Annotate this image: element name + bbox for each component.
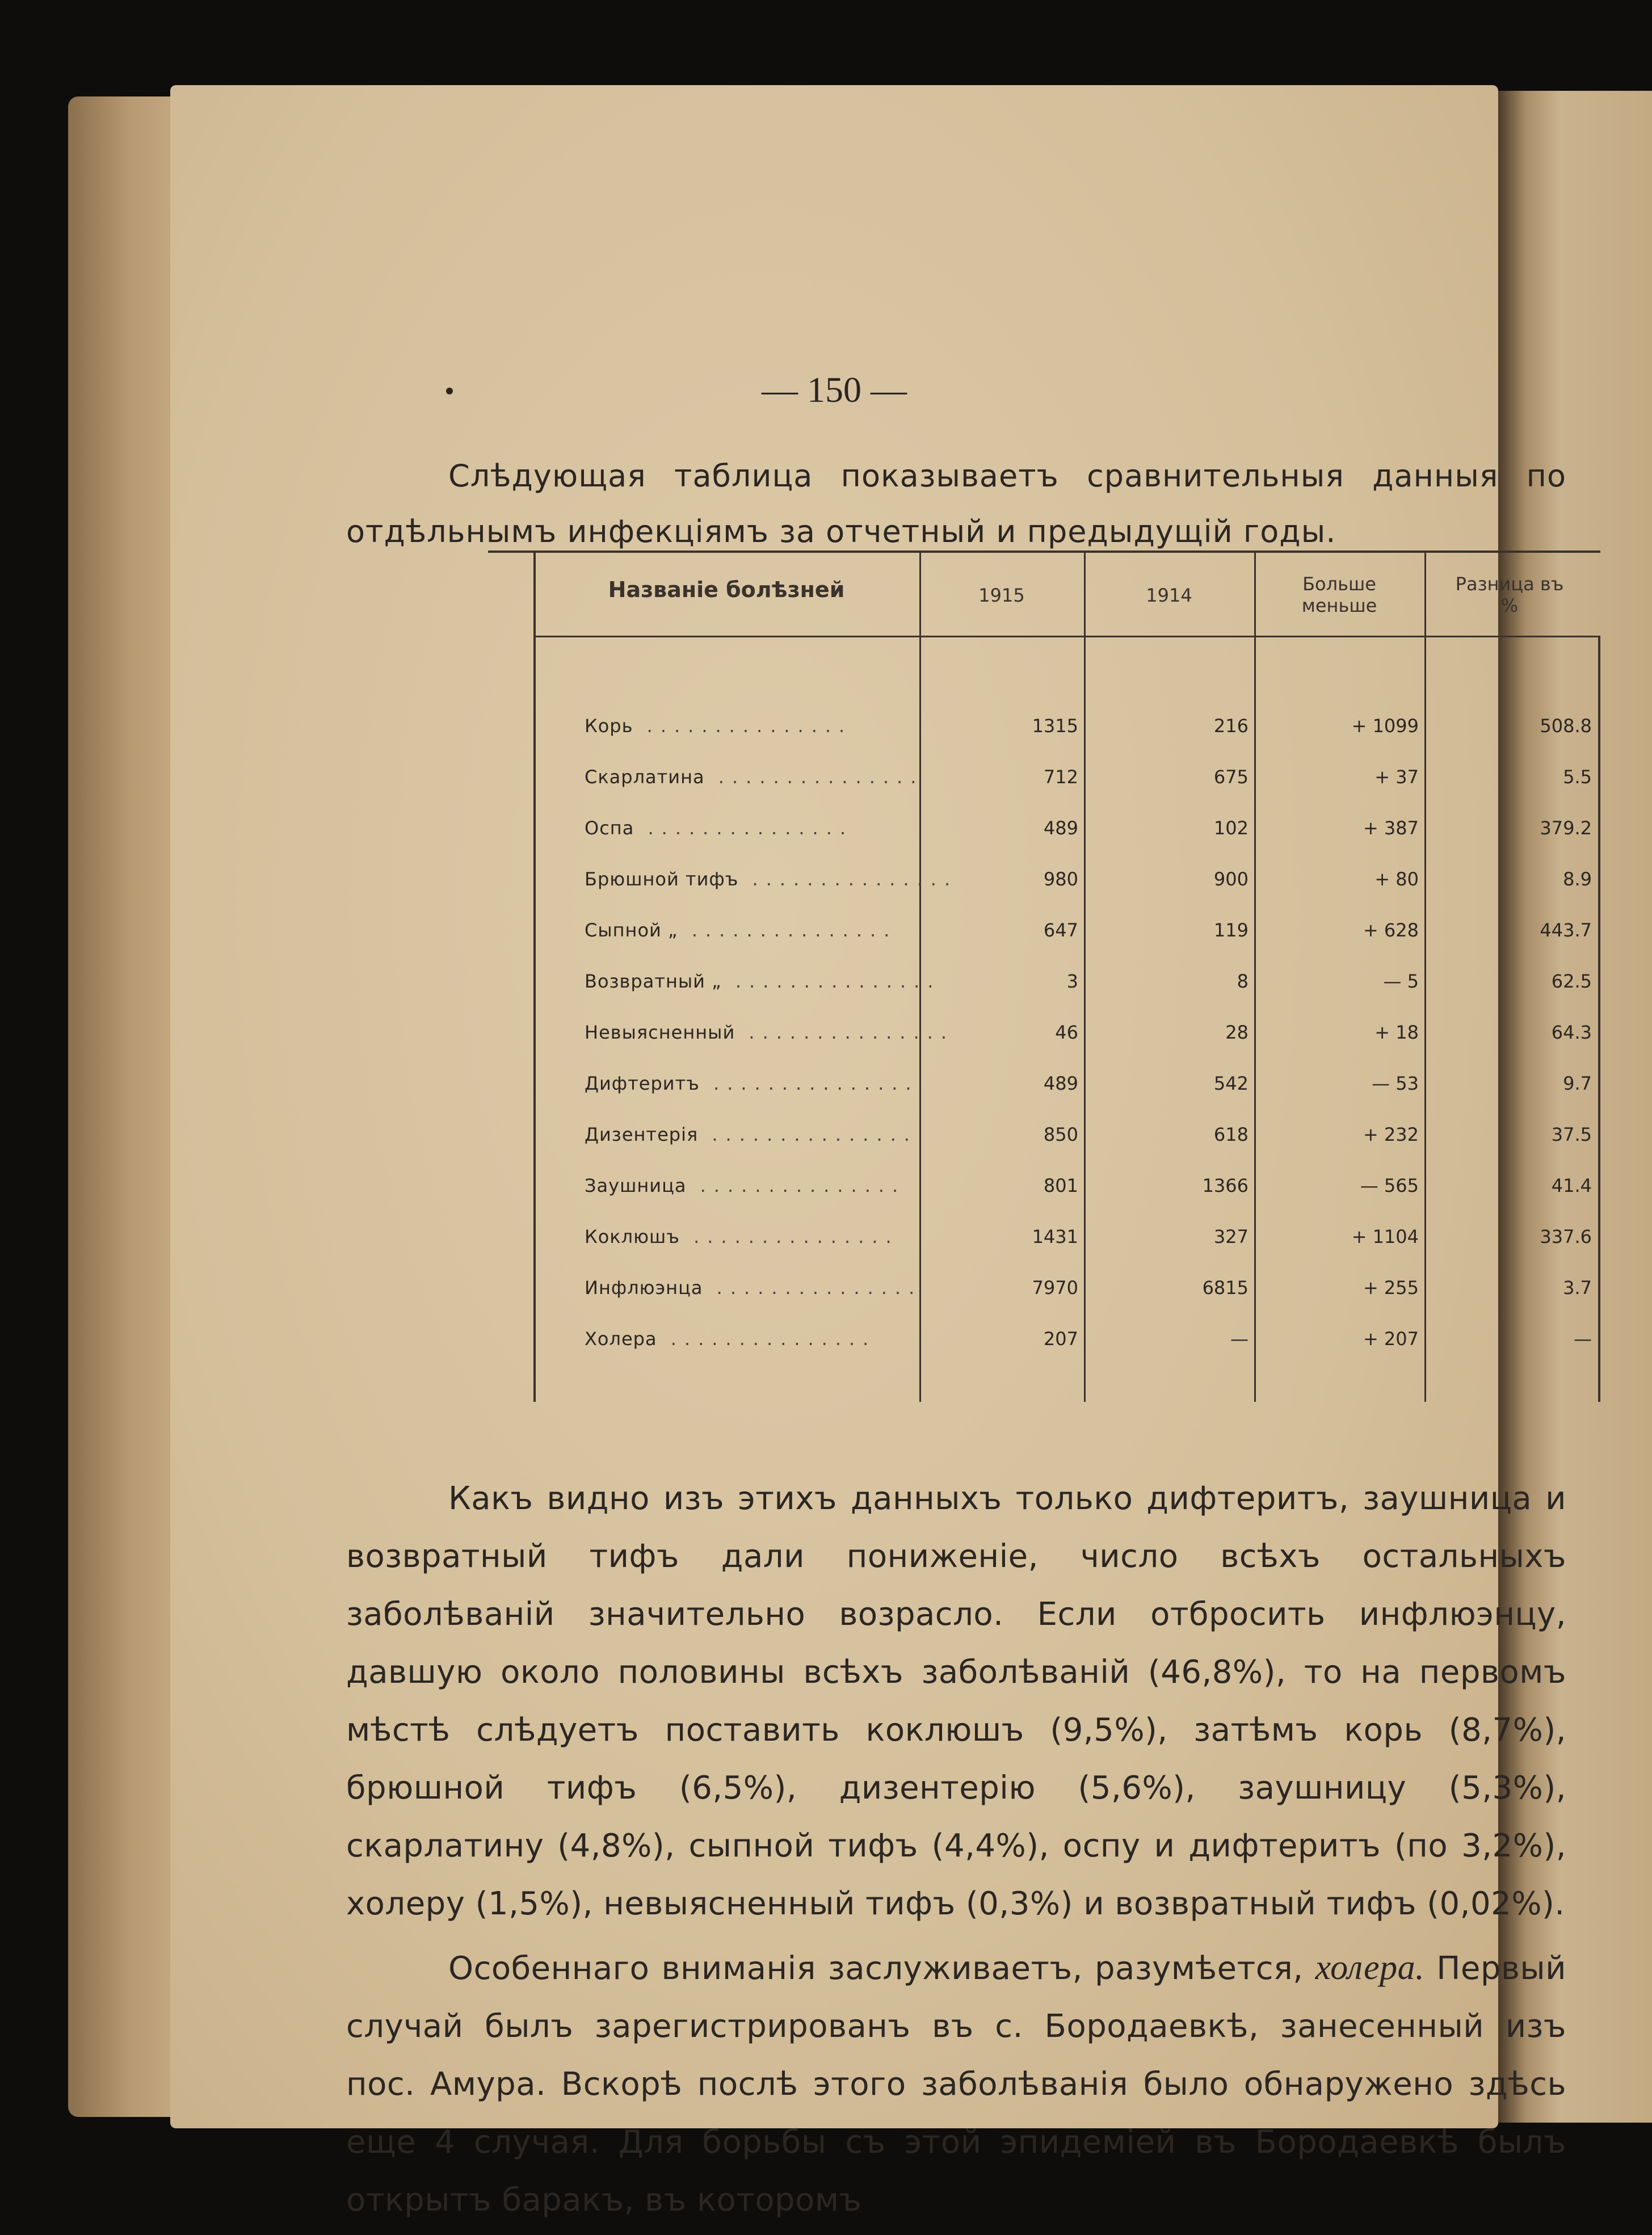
value-1914: — (1230, 1328, 1249, 1350)
dot-leader: ............... (735, 1022, 955, 1043)
header-1915: 1915 (978, 585, 1025, 606)
disease-name: Коклюшъ ............... (585, 1226, 899, 1247)
value-percent: 379.2 (1540, 817, 1592, 839)
table-row (533, 803, 1600, 854)
value-difference: + 255 (1363, 1277, 1419, 1299)
value-1915: 1315 (1032, 715, 1078, 737)
disease-name: Дифтеритъ ............... (585, 1073, 919, 1094)
table-row (533, 854, 1600, 905)
value-percent: 8.9 (1563, 868, 1592, 890)
disease-name: Инфлюэнца ............... (585, 1277, 923, 1299)
value-difference: + 18 (1374, 1022, 1419, 1043)
body-text (346, 1470, 1566, 2235)
disease-name: Скарлатина ............... (585, 766, 924, 788)
value-1915: 46 (1055, 1022, 1078, 1043)
header-1914: 1914 (1146, 585, 1192, 606)
value-difference: + 628 (1363, 919, 1419, 941)
value-1914: 542 (1213, 1073, 1249, 1094)
dot-leader: ............... (698, 1124, 918, 1145)
value-1915: 712 (1043, 766, 1078, 788)
value-percent: 41.4 (1551, 1175, 1592, 1196)
value-1914: 102 (1213, 817, 1249, 839)
value-difference: — 565 (1360, 1175, 1419, 1196)
value-percent: 5.5 (1563, 766, 1592, 788)
table-row (533, 1263, 1600, 1314)
value-1914: 675 (1213, 766, 1249, 788)
table-top-rule (488, 551, 1600, 553)
value-1914: 28 (1225, 1022, 1249, 1043)
value-percent: 62.5 (1551, 971, 1592, 992)
value-difference: + 80 (1374, 868, 1419, 890)
value-1914: 8 (1237, 971, 1249, 992)
value-difference: — 5 (1383, 971, 1419, 992)
value-1915: 1431 (1032, 1226, 1078, 1247)
disease-name: Невыясненный ............... (585, 1022, 955, 1043)
value-percent: 337.6 (1540, 1226, 1592, 1247)
disease-name: Корь ............... (585, 715, 853, 737)
dot-leader: ............... (703, 1277, 923, 1299)
table-row (533, 1314, 1600, 1365)
value-percent: 443.7 (1540, 919, 1592, 941)
value-1914: 618 (1213, 1124, 1249, 1145)
value-1915: 647 (1043, 919, 1078, 941)
dot-leader: ............... (738, 868, 959, 890)
page-number: — 150 — (762, 369, 907, 410)
value-1915: 801 (1043, 1175, 1078, 1196)
dot-leader: ............... (678, 919, 898, 941)
header-bottom-rule (533, 636, 1600, 637)
intro-paragraph (346, 448, 1566, 560)
dot-leader: ............... (634, 817, 854, 839)
value-percent: 508.8 (1540, 715, 1592, 737)
paragraph-2 (346, 1939, 1566, 2229)
table-row (533, 1110, 1600, 1161)
disease-name: Холера ............... (585, 1328, 877, 1350)
value-difference: + 1104 (1351, 1226, 1419, 1247)
dot-leader: ............... (699, 1073, 919, 1094)
value-1915: 489 (1043, 817, 1078, 839)
value-1914: 216 (1213, 715, 1249, 737)
dot-leader: ............... (657, 1328, 877, 1350)
value-percent: 64.3 (1551, 1022, 1592, 1043)
value-1915: 489 (1043, 1073, 1078, 1094)
dot-leader: ............... (704, 766, 924, 788)
value-1915: 850 (1043, 1124, 1078, 1145)
value-1914: 6815 (1202, 1277, 1249, 1299)
disease-name: Брюшной тифъ ............... (585, 868, 959, 890)
value-1915: 7970 (1032, 1277, 1078, 1299)
paragraph-2-start: Особеннаго вниманія заслуживаетъ, разумѣется, (448, 1950, 1304, 1987)
value-difference: + 37 (1374, 766, 1419, 788)
disease-name: Оспа ............... (585, 817, 854, 839)
table-row (533, 701, 1600, 752)
intro-text: Слѣдующая таблица показываетъ сравнительныя данныя по отдѣльнымъ инфекціямъ за отчетный и предыдущій годы. (346, 458, 1566, 549)
value-percent: 3.7 (1563, 1277, 1592, 1299)
table-row (533, 1058, 1600, 1110)
value-difference: + 387 (1363, 817, 1419, 839)
header-more-less: Больше меньше (1301, 573, 1377, 616)
value-percent: 37.5 (1551, 1124, 1592, 1145)
paragraph-2-italic: холера. (1315, 1948, 1425, 1987)
value-difference: + 207 (1363, 1328, 1419, 1350)
table-row (533, 905, 1600, 956)
value-1915: 3 (1066, 971, 1078, 992)
disease-name: Заушница ............... (585, 1175, 906, 1196)
book-page (170, 85, 1592, 2219)
value-percent: — (1574, 1328, 1592, 1350)
table-row (533, 956, 1600, 1007)
paragraph-2-rest: Первый случай былъ зарегистрированъ въ с. Бородаевкѣ, занесенный изъ пос. Амура. Вскорѣ послѣ этого заболѣванія было обнаружено здѣсь еще 4 случая. Для борьбы съ этой эпидеміей въ Бородаевкѣ былъ открытъ баракъ, въ которомъ (346, 1950, 1566, 2219)
dot-leader: ............... (686, 1175, 906, 1196)
value-1914: 119 (1213, 919, 1249, 941)
table-row (533, 1212, 1600, 1263)
table-row (533, 752, 1600, 803)
dot-leader: ............... (633, 715, 853, 737)
disease-name: Возвратный „ ............... (585, 971, 941, 992)
value-1915: 207 (1043, 1328, 1078, 1350)
value-difference: + 232 (1363, 1124, 1419, 1145)
value-1914: 900 (1213, 868, 1249, 890)
value-difference: — 53 (1372, 1073, 1419, 1094)
table-row (533, 1161, 1600, 1212)
table-row (533, 1007, 1600, 1058)
header-diff-percent: Разница въ % (1455, 573, 1564, 616)
header-disease-name: Названіе болѣзней (608, 577, 845, 602)
disease-name: Сыпной „ ............... (585, 919, 898, 941)
dot-leader: ............... (721, 971, 941, 992)
infection-table (533, 551, 1600, 1413)
value-difference: + 1099 (1351, 715, 1419, 737)
value-percent: 9.7 (1563, 1073, 1592, 1094)
disease-name: Дизентерія ............... (585, 1124, 918, 1145)
paragraph-1: Какъ видно изъ этихъ данныхъ только дифтеритъ, заушница и возвратный тифъ дали пониженіе, число всѣхъ остальныхъ заболѣваній значительно возрасло. Если отбросить инфлюэнцу, давшую около половины всѣхъ заболѣваній (46,8%), то на первомъ мѣстѣ слѣдуетъ поставить коклюшъ (9,5%), затѣмъ корь (8,7%), брюшной тифъ (6,5%), дизентерію (5,6%), заушницу (5,3%), скарлатину (4,8%), сыпной тифъ (4,4%), оспу и дифтеритъ (по 3,2%), холеру (1,5%), невыясненный тифъ (0,3%) и возвратный тифъ (0,02%). (346, 1480, 1566, 1922)
value-1914: 327 (1213, 1226, 1249, 1247)
value-1914: 1366 (1202, 1175, 1249, 1196)
value-1915: 980 (1043, 868, 1078, 890)
dot-leader: ............... (679, 1226, 899, 1247)
